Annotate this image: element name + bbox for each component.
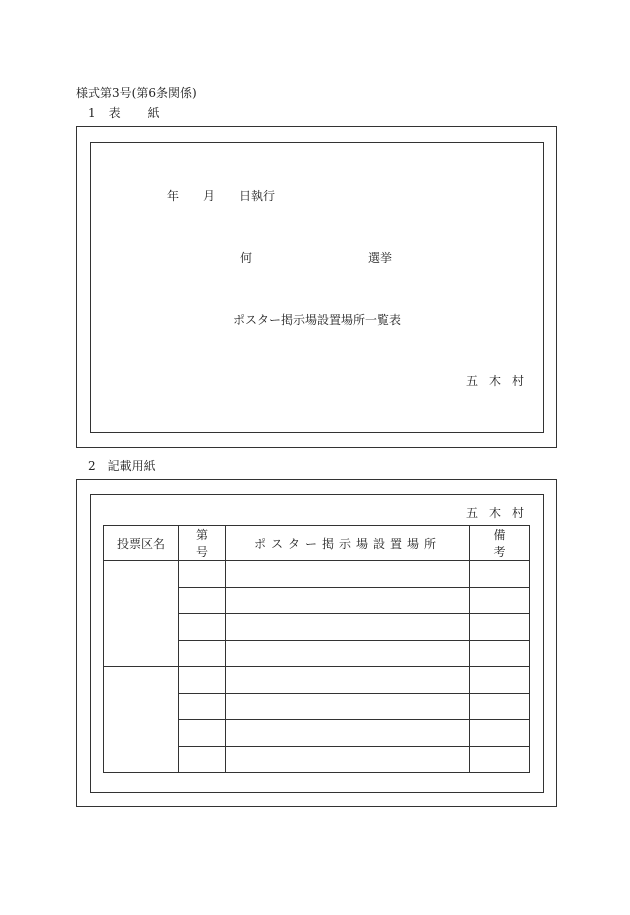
column-header-remarks: 備考 — [470, 526, 530, 561]
number-cell — [179, 667, 226, 694]
column-header-district: 投票区名 — [104, 526, 179, 561]
cover-section-label-part2: 紙 — [147, 106, 161, 120]
number-cell — [179, 746, 226, 773]
location-cell — [226, 746, 470, 773]
cover-election-date — [167, 187, 275, 204]
location-cell — [226, 693, 470, 720]
cover-date-month: 月 — [203, 189, 216, 203]
location-cell — [226, 587, 470, 614]
number-cell — [179, 693, 226, 720]
cover-election-name — [240, 249, 392, 266]
poster-location-table — [103, 525, 530, 773]
sheet-village-name: 五木村 — [466, 506, 536, 520]
number-cell — [179, 720, 226, 747]
cover-inner-frame — [90, 142, 544, 433]
remarks-cell — [470, 667, 530, 694]
remarks-cell — [470, 693, 530, 720]
remarks-cell — [470, 640, 530, 667]
number-cell — [179, 640, 226, 667]
location-cell — [226, 720, 470, 747]
district-cell — [104, 561, 179, 667]
number-cell — [179, 614, 226, 641]
cover-election-label: 選挙 — [368, 251, 393, 265]
remarks-cell — [470, 720, 530, 747]
cover-date-day: 日執行 — [239, 189, 276, 203]
cover-election-what: 何 — [240, 251, 253, 265]
remarks-cell — [470, 746, 530, 773]
remarks-cell — [470, 561, 530, 588]
column-header-location: ポスター掲示場設置場所 — [226, 526, 470, 561]
number-cell — [179, 587, 226, 614]
cover-date-year: 年 — [167, 189, 180, 203]
cover-village-name: 五木村 — [466, 374, 536, 388]
remarks-cell — [470, 587, 530, 614]
location-cell — [226, 640, 470, 667]
number-cell — [179, 561, 226, 588]
cover-section-label-part1: 表 — [108, 106, 122, 120]
cover-heading: ポスター掲示場設置場所一覧表 — [233, 313, 402, 327]
sheet-section-heading — [88, 457, 156, 474]
form-title: 様式第3号(第6条関係) — [76, 86, 197, 100]
column-header-number: 第号 — [179, 526, 226, 561]
table-header-row — [104, 526, 530, 561]
location-cell — [226, 667, 470, 694]
table-row — [104, 561, 530, 588]
table-row — [104, 667, 530, 694]
location-cell — [226, 614, 470, 641]
district-cell — [104, 667, 179, 773]
sheet-section-label: 記載用紙 — [107, 459, 156, 473]
location-cell — [226, 561, 470, 588]
remarks-cell — [470, 614, 530, 641]
cover-section-number: 1 — [88, 106, 97, 120]
sheet-section-number: 2 — [88, 459, 96, 473]
cover-section-heading — [88, 104, 161, 121]
